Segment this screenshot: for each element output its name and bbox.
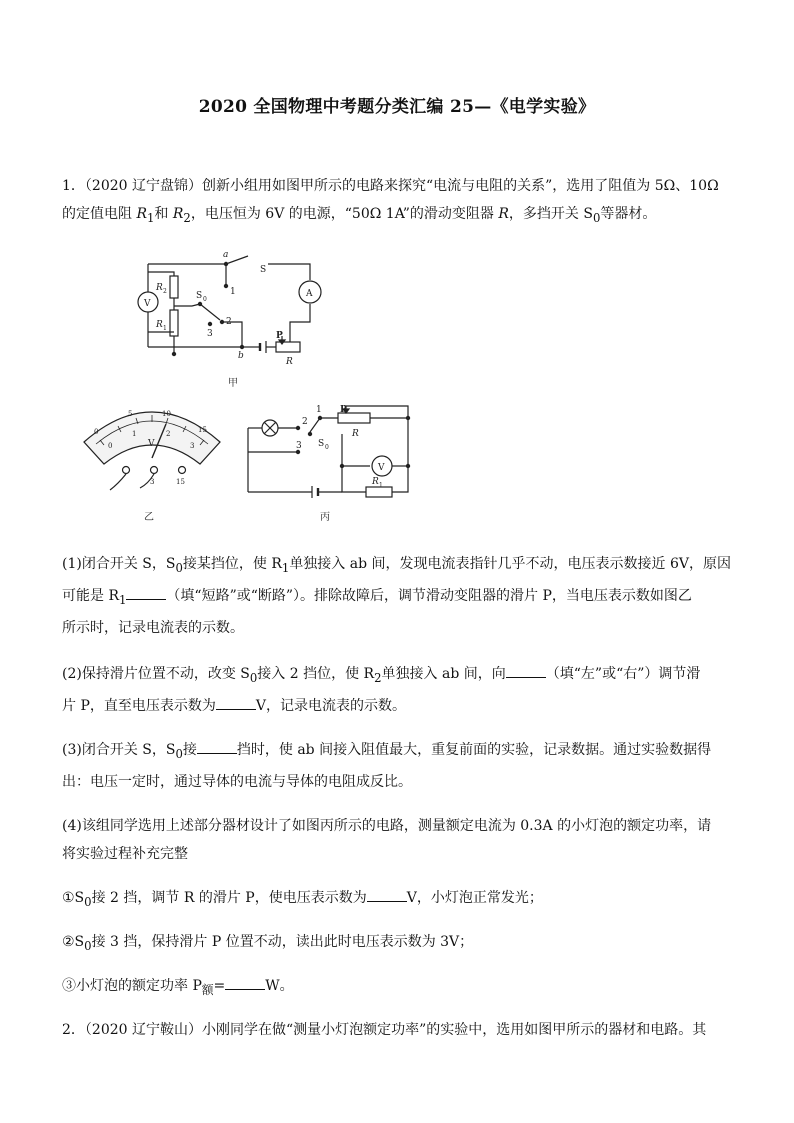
resistor-r2 xyxy=(170,276,178,298)
question-1-part-3: (3)闭合开关 S，$S_0$接 挡时，使 ab 间接入阻值最大，重复前面的实验，记录数据。通过实验数据得 出：电压一定时，通过导体的电流与导体的电阻成反比。 xyxy=(62,736,738,796)
svg-text:S: S xyxy=(318,439,325,449)
svg-text:1: 1 xyxy=(163,325,167,332)
svg-text:3: 3 xyxy=(207,329,213,339)
label-a: a xyxy=(223,250,229,260)
question-1-part-4: (4)该组同学选用上述部分器材设计了如图丙所示的电路，测量额定电流为 0.3A 的小灯泡的额定功率，请 将实验过程补充完整 xyxy=(62,818,712,862)
question-2-intro: 2．（2020 辽宁鞍山）小刚同学在做“测量小灯泡额定功率”的实验中，选用如图甲所示的器材和电路。其 xyxy=(62,1022,707,1038)
svg-text:1: 1 xyxy=(379,482,383,489)
answer-blank-4[interactable] xyxy=(197,739,237,754)
rheostat-symbol xyxy=(276,342,300,352)
label-s: S xyxy=(260,265,267,275)
circuit-figure-bing xyxy=(238,402,438,528)
answer-blank-6[interactable] xyxy=(225,975,265,990)
svg-text:1: 1 xyxy=(132,430,137,438)
step-3: ③小灯泡的额定功率 $P_额= W$。 xyxy=(62,972,738,1004)
svg-text:0: 0 xyxy=(325,444,329,451)
svg-text:0: 0 xyxy=(203,296,207,303)
svg-text:V: V xyxy=(148,439,155,449)
svg-text:S: S xyxy=(196,291,203,301)
label-voltmeter: V xyxy=(144,299,151,309)
svg-text:R: R xyxy=(156,283,163,293)
svg-text:15: 15 xyxy=(198,426,207,434)
page-title: 2020 全国物理中考题分类汇编 25—《电学实验》 xyxy=(198,97,596,117)
svg-text:1: 1 xyxy=(316,405,322,415)
question-1-part-1: (1)闭合开关 S，$S_0$接某挡位，使 $R_1$单独接入 ab 间，发现电流表指针几乎不动，电压表示数接近 6V，原因 可能是 $R_1$ （填“短路”或“断路”）。排除故障后，调节滑动变阻器的滑片 P，当电压表示数如图乙 所示时，记录电流表的示数。 xyxy=(62,556,731,636)
intro-line-2: 的定值电阻 $R_1$和 $R_2$，电压恒为 6V 的电源，“50Ω 1A”的滑动变阻器 R，多挡开关 $S_0$等器材。 xyxy=(62,206,657,225)
svg-text:R: R xyxy=(352,429,359,439)
question-1-part-2: (2)保持滑片位置不动，改变 $S_0$接入 2 挡位，使 $R_2$单独接入 ab 间，向 （填“左”或“右”）调节滑 片 P，直至电压表示数为 V，记录电流表的示数。 xyxy=(62,660,738,720)
svg-text:2: 2 xyxy=(163,288,167,295)
svg-text:5: 5 xyxy=(128,410,133,418)
voltmeter-dial-figure-yi xyxy=(78,396,226,528)
step-2: $②S_0$接 3 挡，保持滑片 P 位置不动，读出此时电压表示数为 3V； xyxy=(62,934,474,953)
answer-blank-1[interactable] xyxy=(126,585,166,600)
svg-text:P: P xyxy=(276,331,283,341)
intro-line-1: 1．（2020 辽宁盘锦）创新小组用如图甲所示的电路来探究“电流与电阻的关系”，选用了阻值为 5Ω、10Ω xyxy=(62,178,719,194)
svg-text:15: 15 xyxy=(176,478,185,486)
svg-text:b: b xyxy=(238,351,244,361)
svg-text:R: R xyxy=(372,477,379,487)
svg-text:10: 10 xyxy=(162,410,171,418)
step-1: $①S_0$接 2 挡，调节 R 的滑片 P，使电压表示数为 V，小灯泡正常发光； xyxy=(62,884,738,916)
answer-blank-5[interactable] xyxy=(367,887,407,902)
svg-text:P: P xyxy=(340,405,347,415)
answer-blank-3[interactable] xyxy=(216,695,256,710)
svg-text:R: R xyxy=(286,357,293,367)
svg-text:V: V xyxy=(378,463,385,473)
caption-jia: 甲 xyxy=(228,378,238,389)
svg-text:2: 2 xyxy=(226,317,232,327)
caption-bing: 丙 xyxy=(320,512,330,523)
label-ammeter: A xyxy=(306,289,313,299)
svg-text:3: 3 xyxy=(296,441,302,451)
question-1-intro xyxy=(62,172,738,232)
svg-text:0: 0 xyxy=(108,442,113,450)
svg-text:2: 2 xyxy=(166,430,171,438)
svg-text:3: 3 xyxy=(190,442,195,450)
caption-yi: 乙 xyxy=(144,512,154,523)
svg-text:0: 0 xyxy=(94,428,99,436)
svg-text:2: 2 xyxy=(302,417,308,427)
terminal-3 xyxy=(151,467,158,474)
terminal-15 xyxy=(179,467,186,474)
svg-text:1: 1 xyxy=(230,287,236,297)
circuit-figure-jia xyxy=(130,244,330,392)
svg-text:R: R xyxy=(156,320,163,330)
answer-blank-2[interactable] xyxy=(506,663,546,678)
svg-text:3: 3 xyxy=(150,478,155,486)
terminal-negative xyxy=(123,467,130,474)
